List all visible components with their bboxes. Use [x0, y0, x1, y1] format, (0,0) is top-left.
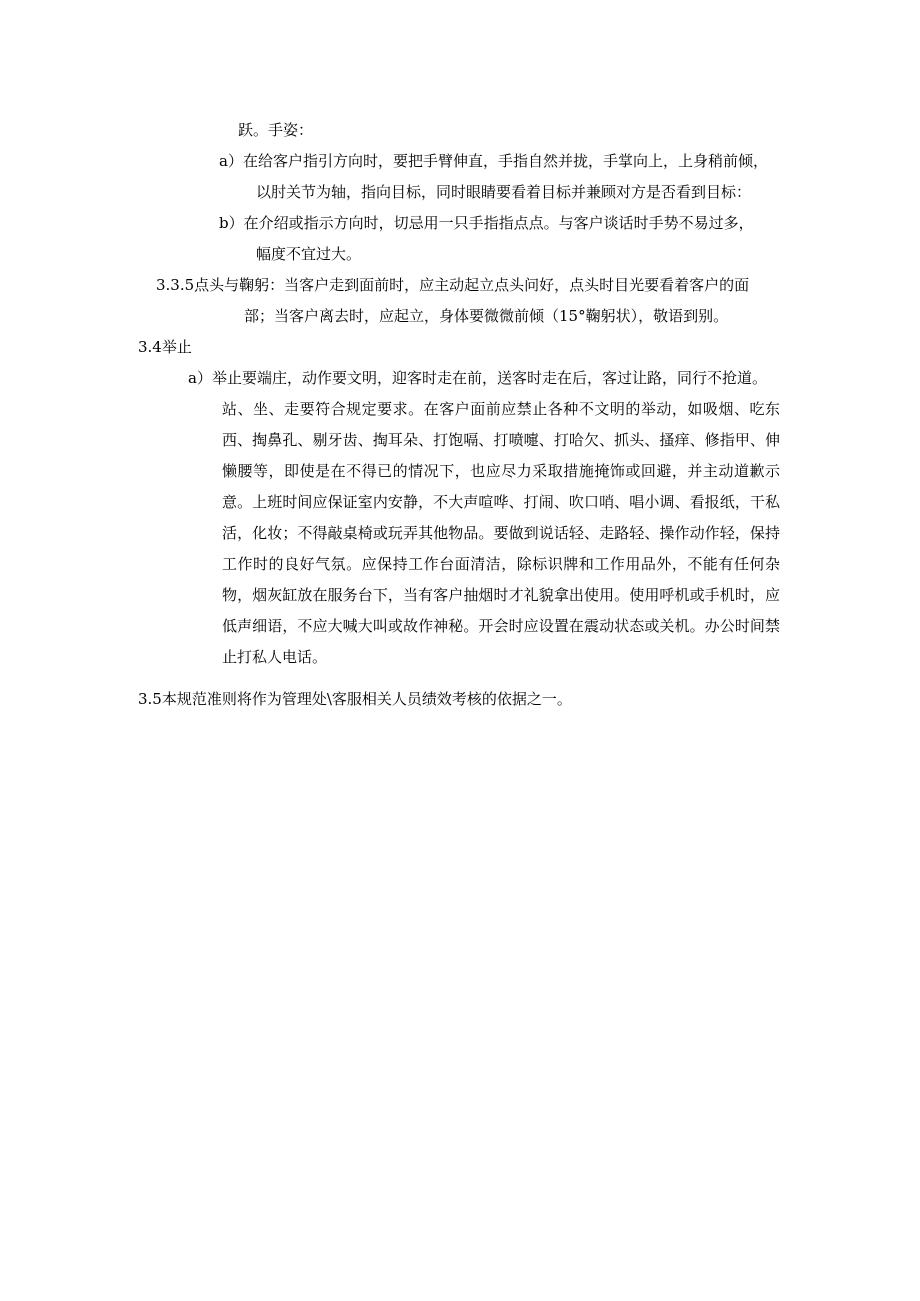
section-3-3-5-line2: 部；当客户离去时，应起立，身体要微微前倾（15°鞠躬状），敬语到别。: [244, 307, 729, 325]
gesture-item-a-line2: 以肘关节为轴，指向目标，同时眼睛要看着目标并兼顾对方是否看到目标：: [256, 183, 752, 201]
gesture-item-b-line2: 幅度不宜过大。: [256, 245, 362, 263]
gesture-item-b-line1: b）在介绍或指示方向时，切忌用一只手指指点点。与客户谈话时手势不易过多，: [219, 214, 754, 232]
gesture-item-a-line1: a）在给客户指引方向时，要把手臂伸直，手指自然并拢，手掌向上，上身稍前倾，: [219, 152, 768, 170]
section-3-4-item-a-body: 站、坐、走要符合规定要求。在客户面前应禁止各种不文明的举动，如吸烟、吃东西、掏鼻孔、剔牙齿、掏耳朵、打饱嗝、打喷嚏、打哈欠、抓头、搔痒、修指甲、伸懒腰等，即使是在不得已的情况下，也应尽力采取措施掩饰或回避，并主动道歉示意。上班时间应保证室内安静，不大声喧哗、打闹、吹口哨、唱小调、看报纸，干私活，化妆；不得敲桌椅或玩弄其他物品。要做到说话轻、走路轻、操作动作轻，保持工作时的良好气氛。应保持工作台面清洁，除标识牌和工作用品外，不能有任何杂物，烟灰缸放在服务台下，当有客户抽烟时才礼貌拿出使用。使用呼机或手机时，应低声细语，不应大喊大叫或故作神秘。开会时应设置在震动状态或关机。办公时间禁止打私人电话。: [222, 400, 780, 666]
section-3-4-item-a-line1: a）举止要端庄，动作要文明，迎客时走在前，送客时走在后，客过让路，同行不抢道。: [188, 369, 767, 387]
section-3-3-5-line1: 3.3.5点头与鞠躬：当客户走到面前时，应主动起立点头问好，点头时目光要看着客户的面: [156, 276, 750, 294]
section-3-4-heading: 3.4举止: [138, 338, 192, 356]
section-3-5-line: 3.5本规范准则将作为管理处\客服相关人员绩效考核的依据之一。: [138, 690, 572, 708]
gesture-tail-line: 跃。手姿：: [238, 121, 314, 139]
